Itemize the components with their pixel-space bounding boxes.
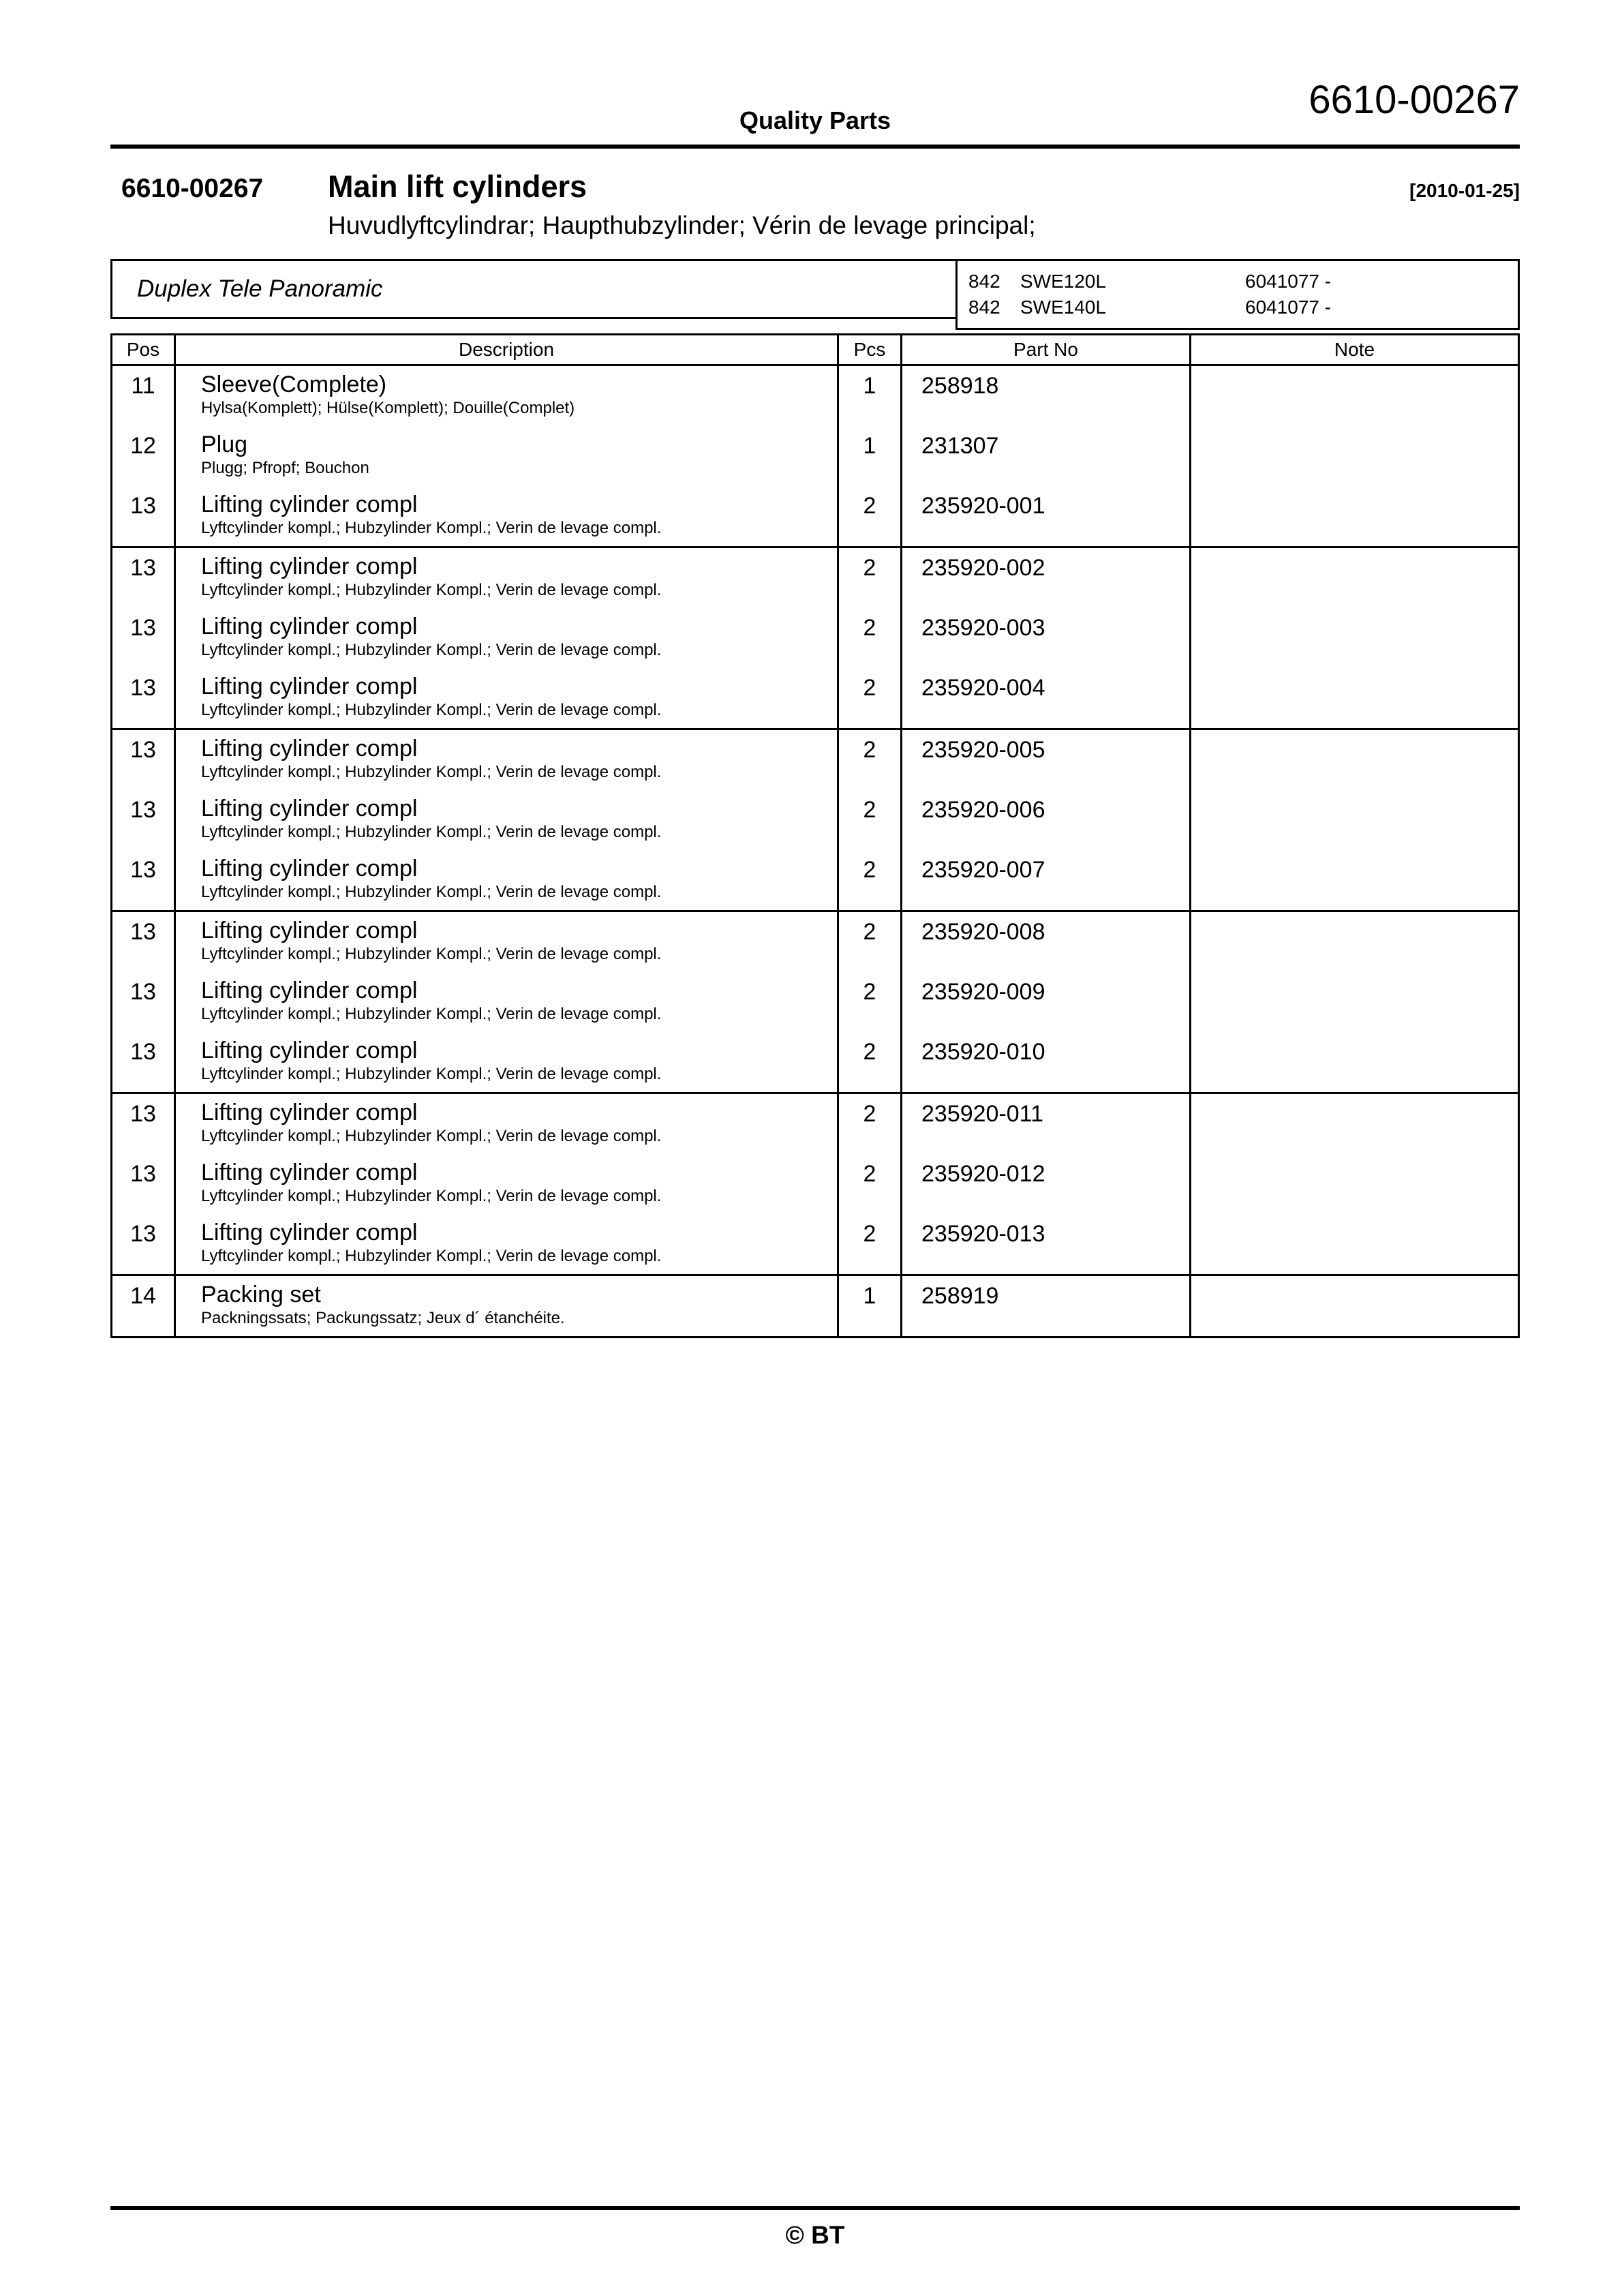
model-header — [110, 259, 1520, 319]
parts-group — [110, 364, 1520, 548]
description-translations: Plugg; Pfropf; Bouchon — [201, 459, 369, 477]
variant-serial: 6041077 - — [1245, 271, 1332, 292]
cell-pos: 14 — [112, 1276, 176, 1336]
cell-description — [176, 730, 839, 790]
cell-pos: 13 — [112, 486, 176, 546]
cell-part-no: 235920-013 — [902, 1214, 1191, 1274]
variant-name: SWE120L — [1020, 271, 1107, 292]
description-translations: Lyftcylinder kompl.; Hubzylinder Kompl.; Verin de levage compl. — [201, 883, 662, 901]
cell-description — [176, 1214, 839, 1274]
cell-note — [1191, 1154, 1518, 1214]
cell-pcs: 2 — [839, 972, 902, 1032]
description-translations: Lyftcylinder kompl.; Hubzylinder Kompl.; Verin de levage compl. — [201, 945, 662, 963]
cell-note — [1191, 730, 1518, 790]
variant-code: 842 — [968, 297, 1000, 318]
cell-pos: 13 — [112, 1032, 176, 1092]
table-row — [112, 548, 1518, 608]
header-rule — [110, 145, 1520, 149]
cell-part-no: 235920-010 — [902, 1032, 1191, 1092]
cell-pos: 13 — [112, 790, 176, 850]
cell-description — [176, 366, 839, 426]
cell-part-no: 235920-006 — [902, 790, 1191, 850]
table-column-header — [110, 333, 1520, 366]
cell-part-no: 235920-003 — [902, 608, 1191, 668]
table-row — [112, 1094, 1518, 1154]
page-title: Main lift cylinders — [328, 169, 587, 204]
cell-description — [176, 1276, 839, 1336]
parts-group — [110, 728, 1520, 912]
cell-part-no: 235920-011 — [902, 1094, 1191, 1154]
table-row — [112, 366, 1518, 426]
description-translations: Lyftcylinder kompl.; Hubzylinder Kompl.; Verin de levage compl. — [201, 823, 662, 841]
cell-description — [176, 608, 839, 668]
cell-part-no: 235920-007 — [902, 850, 1191, 910]
page — [110, 0, 1520, 1338]
table-row — [112, 1214, 1518, 1274]
table-row — [112, 1032, 1518, 1092]
cell-part-no: 235920-009 — [902, 972, 1191, 1032]
col-pos: Pos — [112, 335, 176, 364]
cell-pcs: 2 — [839, 1094, 902, 1154]
cell-description — [176, 1154, 839, 1214]
description-translations: Lyftcylinder kompl.; Hubzylinder Kompl.; Verin de levage compl. — [201, 1247, 662, 1265]
cell-note — [1191, 790, 1518, 850]
table-row — [112, 850, 1518, 910]
parts-group — [110, 1092, 1520, 1276]
cell-description — [176, 426, 839, 486]
footer-rule — [110, 2206, 1520, 2210]
cell-description — [176, 972, 839, 1032]
description-main: Lifting cylinder compl — [201, 614, 418, 639]
table-row — [112, 426, 1518, 486]
cell-pos: 11 — [112, 366, 176, 426]
cell-pos: 13 — [112, 1214, 176, 1274]
description-main: Lifting cylinder compl — [201, 554, 418, 579]
variant-serial: 6041077 - — [1245, 297, 1332, 318]
variant-row — [958, 269, 1518, 294]
page-header — [110, 0, 1520, 145]
cell-pcs: 2 — [839, 730, 902, 790]
description-main: Lifting cylinder compl — [201, 674, 418, 699]
cell-pcs: 2 — [839, 548, 902, 608]
table-row — [112, 972, 1518, 1032]
cell-pos: 13 — [112, 608, 176, 668]
cell-description — [176, 668, 839, 728]
description-main: Lifting cylinder compl — [201, 1160, 418, 1185]
cell-description — [176, 486, 839, 546]
col-pcs: Pcs — [839, 335, 902, 364]
cell-description — [176, 1032, 839, 1092]
description-translations: Packningssats; Packungssatz; Jeux d´ étanchéite. — [201, 1309, 565, 1327]
cell-note — [1191, 1276, 1518, 1336]
cell-pos: 13 — [112, 1094, 176, 1154]
description-translations: Lyftcylinder kompl.; Hubzylinder Kompl.; Verin de levage compl. — [201, 1187, 662, 1205]
cell-pcs: 2 — [839, 1214, 902, 1274]
revision-date: [2010-01-25] — [1409, 180, 1520, 201]
description-main: Lifting cylinder compl — [201, 856, 418, 881]
description-translations: Lyftcylinder kompl.; Hubzylinder Kompl.; Verin de levage compl. — [201, 641, 662, 659]
col-note: Note — [1334, 339, 1375, 360]
variant-row — [958, 294, 1518, 320]
cell-note — [1191, 912, 1518, 972]
cell-part-no: 235920-008 — [902, 912, 1191, 972]
variant-code: 842 — [968, 271, 1000, 292]
table-row — [112, 486, 1518, 546]
cell-pcs: 1 — [839, 1276, 902, 1336]
variant-cell — [955, 259, 1520, 330]
cell-note — [1191, 1094, 1518, 1154]
col-part-no: Part No — [902, 335, 1191, 364]
table-row — [112, 790, 1518, 850]
description-translations: Lyftcylinder kompl.; Hubzylinder Kompl.; Verin de levage compl. — [201, 581, 662, 599]
footer-brand: © BT — [785, 2221, 845, 2249]
cell-note — [1191, 486, 1518, 546]
description-translations: Hylsa(Komplett); Hülse(Komplett); Douille(Complet) — [201, 399, 575, 417]
description-main: Lifting cylinder compl — [201, 978, 418, 1003]
header-document-number: 6610-00267 — [1309, 78, 1520, 122]
cell-pcs: 1 — [839, 426, 902, 486]
cell-description — [176, 912, 839, 972]
cell-part-no: 235920-005 — [902, 730, 1191, 790]
cell-pos: 13 — [112, 548, 176, 608]
cell-note — [1191, 972, 1518, 1032]
cell-note — [1191, 426, 1518, 486]
description-main: Lifting cylinder compl — [201, 736, 418, 761]
cell-note — [1191, 1032, 1518, 1092]
cell-part-no: 235920-012 — [902, 1154, 1191, 1214]
cell-pcs: 2 — [839, 790, 902, 850]
description-main: Lifting cylinder compl — [201, 1038, 418, 1063]
table-row — [112, 1154, 1518, 1214]
cell-pcs: 1 — [839, 366, 902, 426]
cell-description — [176, 548, 839, 608]
description-main: Lifting cylinder compl — [201, 1220, 418, 1245]
parts-group — [110, 910, 1520, 1094]
model-name: Duplex Tele Panoramic — [137, 275, 383, 302]
cell-pcs: 2 — [839, 912, 902, 972]
description-translations: Lyftcylinder kompl.; Hubzylinder Kompl.; Verin de levage compl. — [201, 1127, 662, 1145]
cell-note — [1191, 1214, 1518, 1274]
description-main: Packing set — [201, 1282, 321, 1308]
cell-part-no: 235920-004 — [902, 668, 1191, 728]
cell-pos: 13 — [112, 850, 176, 910]
variant-name: SWE140L — [1020, 297, 1107, 318]
description-main: Plug — [201, 432, 248, 457]
description-main: Lifting cylinder compl — [201, 796, 418, 821]
cell-note — [1191, 850, 1518, 910]
table-row — [112, 1276, 1518, 1336]
cell-note — [1191, 608, 1518, 668]
cell-pcs: 2 — [839, 850, 902, 910]
cell-pos: 13 — [112, 912, 176, 972]
table-row — [112, 668, 1518, 728]
description-main: Lifting cylinder compl — [201, 492, 418, 517]
document-number: 6610-00267 — [121, 174, 264, 203]
description-main: Lifting cylinder compl — [201, 1100, 418, 1126]
cell-pcs: 2 — [839, 486, 902, 546]
cell-part-no: 235920-002 — [902, 548, 1191, 608]
page-subtitle: Huvudlyftcylindrar; Haupthubzylinder; Vérin de levage principal; — [328, 211, 1036, 239]
table-row — [112, 912, 1518, 972]
parts-group — [110, 546, 1520, 730]
cell-pos: 13 — [112, 730, 176, 790]
cell-description — [176, 850, 839, 910]
cell-pcs: 2 — [839, 1154, 902, 1214]
header-brand-title: Quality Parts — [739, 106, 891, 134]
description-translations: Lyftcylinder kompl.; Hubzylinder Kompl.; Verin de levage compl. — [201, 763, 662, 781]
description-main: Sleeve(Complete) — [201, 372, 387, 397]
cell-note — [1191, 548, 1518, 608]
cell-pos: 13 — [112, 972, 176, 1032]
cell-part-no: 258919 — [902, 1276, 1191, 1336]
cell-pcs: 2 — [839, 668, 902, 728]
cell-note — [1191, 366, 1518, 426]
description-translations: Lyftcylinder kompl.; Hubzylinder Kompl.; Verin de levage compl. — [201, 701, 662, 719]
title-row — [110, 169, 1520, 205]
cell-pcs: 2 — [839, 1032, 902, 1092]
cell-pos: 12 — [112, 426, 176, 486]
cell-description — [176, 790, 839, 850]
col-description: Description — [176, 335, 839, 364]
parts-group — [110, 1274, 1520, 1338]
cell-pos: 13 — [112, 668, 176, 728]
description-translations: Lyftcylinder kompl.; Hubzylinder Kompl.; Verin de levage compl. — [201, 1065, 662, 1083]
cell-part-no: 258918 — [902, 366, 1191, 426]
cell-part-no: 231307 — [902, 426, 1191, 486]
table-row — [112, 608, 1518, 668]
description-main: Lifting cylinder compl — [201, 918, 418, 943]
cell-pcs: 2 — [839, 608, 902, 668]
cell-pos: 13 — [112, 1154, 176, 1214]
cell-note — [1191, 668, 1518, 728]
description-translations: Lyftcylinder kompl.; Hubzylinder Kompl.; Verin de levage compl. — [201, 519, 662, 537]
description-translations: Lyftcylinder kompl.; Hubzylinder Kompl.; Verin de levage compl. — [201, 1005, 662, 1023]
cell-description — [176, 1094, 839, 1154]
cell-part-no: 235920-001 — [902, 486, 1191, 546]
page-footer — [110, 2206, 1520, 2250]
table-row — [112, 730, 1518, 790]
